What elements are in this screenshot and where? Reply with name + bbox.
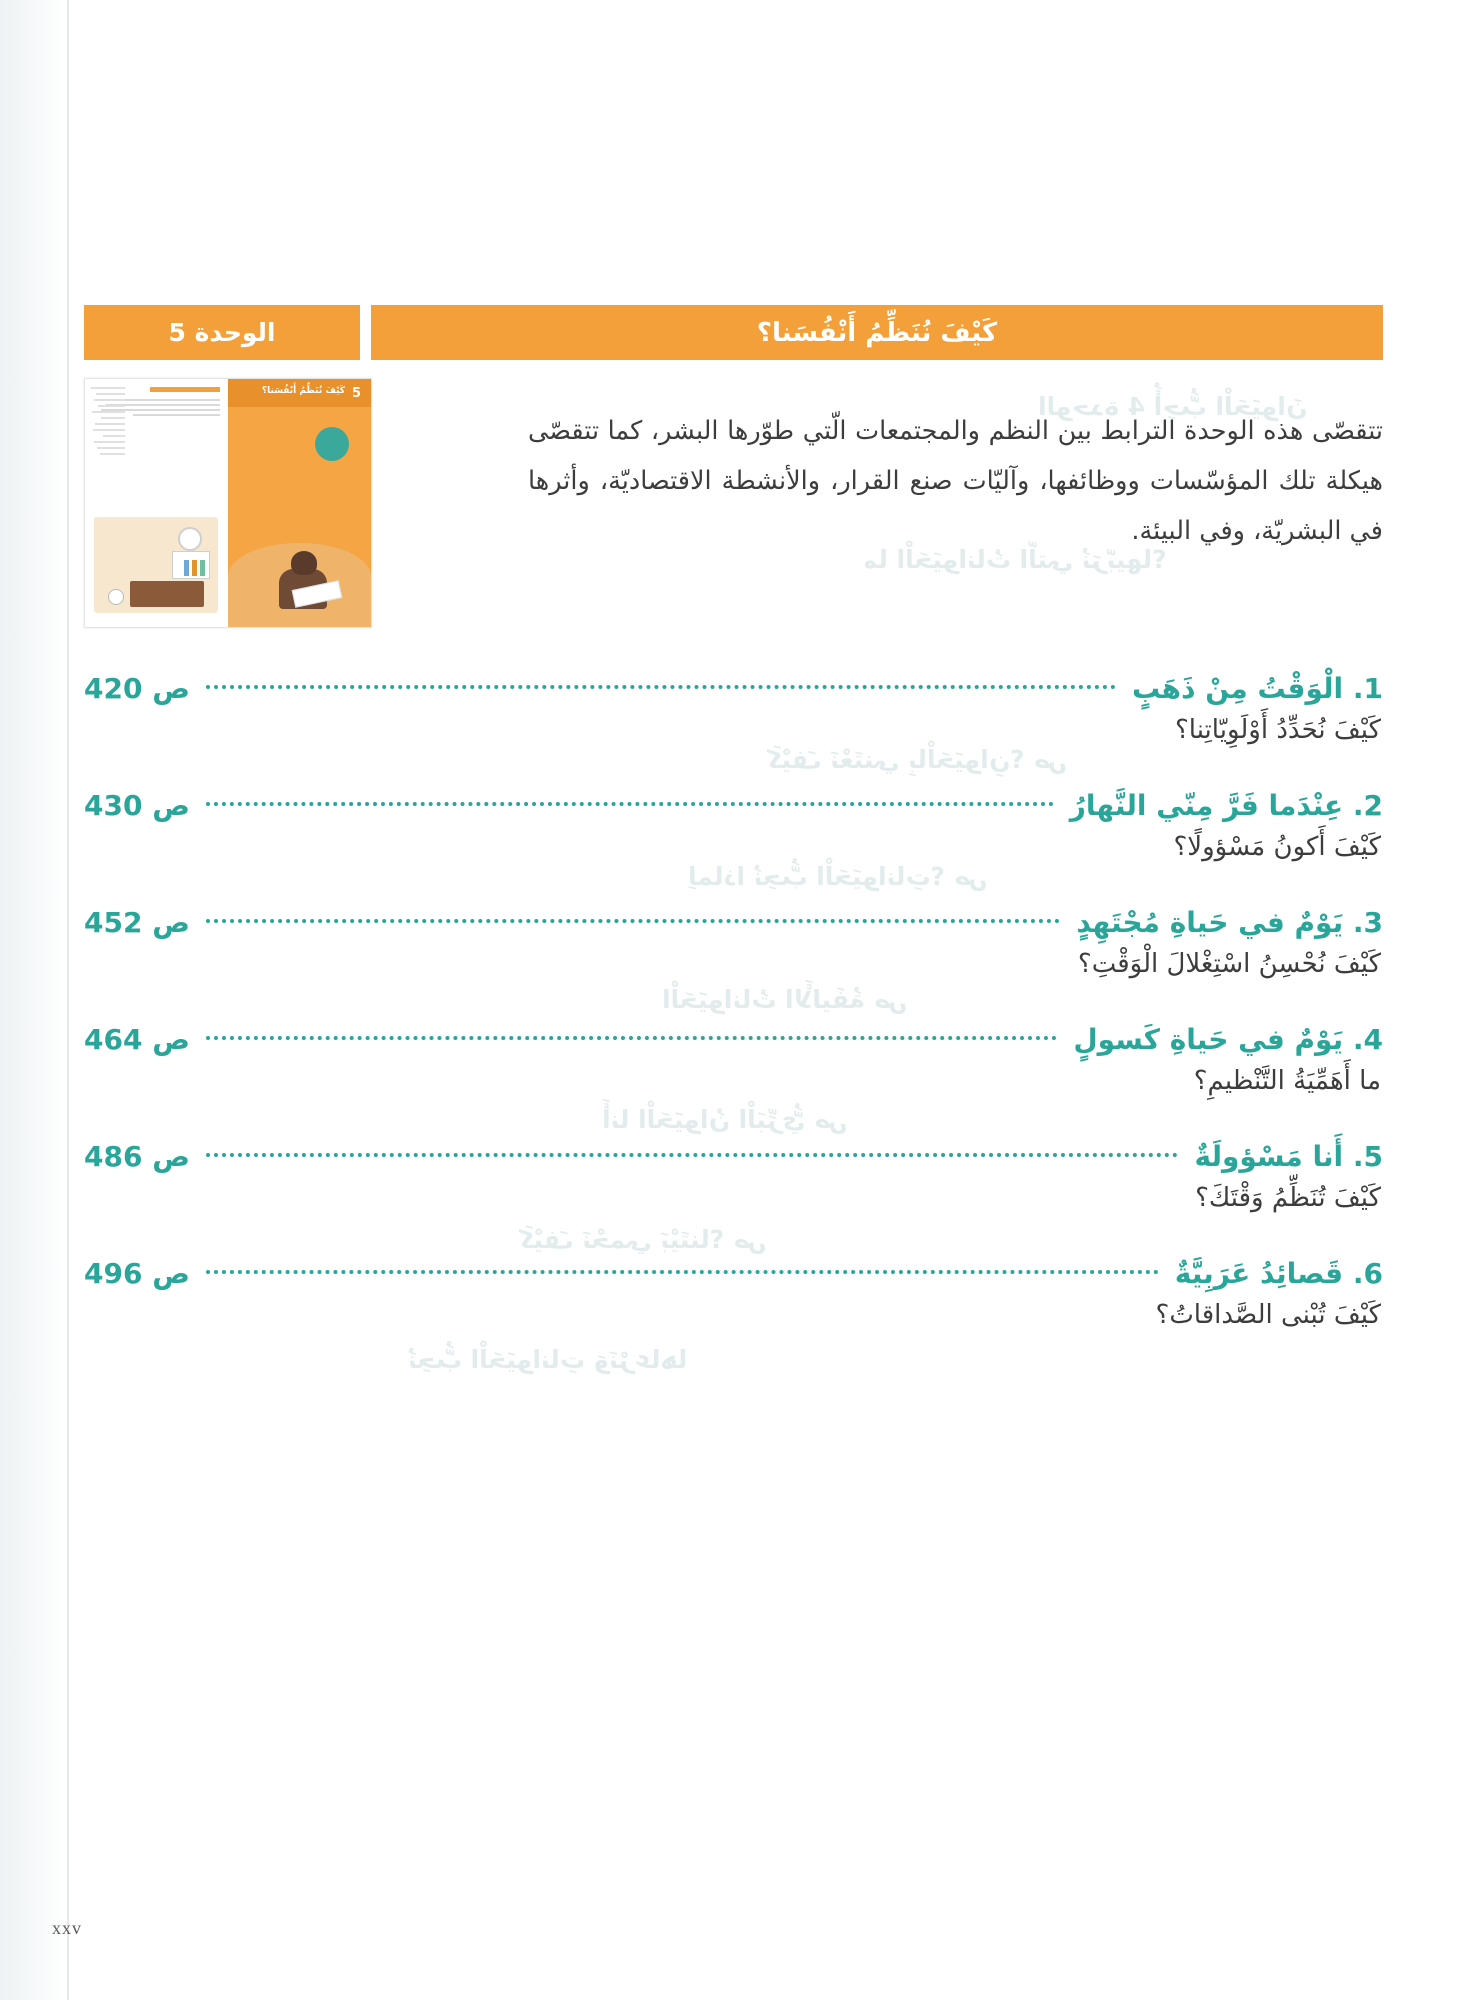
toc-entry-page: ص 486: [84, 1140, 190, 1173]
toc-entry-line: [84, 906, 1383, 939]
toc-entry-subtitle: كَيْفَ تُبْنى الصَّداقاتُ؟: [1155, 1300, 1381, 1330]
toc-entry-subtitle: كَيْفَ أَكونُ مَسْؤولًا؟: [1173, 832, 1381, 862]
thumbnail-side-column: [91, 387, 125, 459]
toc-entry-page: ص 496: [84, 1257, 190, 1290]
toc-entry-title: 1. الْوَقْتُ مِنْ ذَهَبٍ: [1132, 672, 1383, 705]
toc-entry-title: 4. يَوْمٌ في حَياةِ كَسولٍ: [1073, 1023, 1383, 1056]
thumbnail-clock-icon: [178, 527, 202, 551]
ghost-text: الْحَيَواناتُ الأَليفَةُ ص: [661, 985, 907, 1014]
unit-spread-thumbnail: [84, 378, 372, 628]
toc-leader-dots: [206, 1270, 1159, 1274]
thumbnail-cover-title: كَيْفَ نُنَظِّمُ أَنْفُسَنا؟: [261, 386, 345, 396]
thumbnail-bookshelf: [172, 551, 210, 579]
unit-header-band: [84, 305, 1383, 360]
page-number: xxv: [52, 1918, 82, 1938]
toc-leader-dots: [206, 1153, 1179, 1157]
toc-leader-dots: [206, 919, 1061, 923]
ghost-text: نُحِبُّ الْحَيَواناتِ وَنَرْعاها: [407, 1345, 687, 1374]
toc-entry-title: 2. عِنْدَما فَرَّ مِنّي النَّهارُ: [1069, 789, 1383, 822]
ghost-text: ما الْحَيَواناتُ الّتي نُرَبّيها؟: [863, 545, 1167, 574]
unit-number-badge: الوحدة 5: [84, 305, 360, 360]
unit-title: كَيْفَ نُنَظِّمُ أَنْفُسَنا؟: [371, 305, 1383, 360]
toc-leader-dots: [206, 802, 1054, 806]
thumbnail-cover-page: [228, 379, 371, 627]
toc-entry-subtitle: ما أَهَمِّيَةُ التَّنْظيمِ؟: [1193, 1066, 1381, 1096]
unit-description: تتقصّى هذه الوحدة الترابط بين النظم والمجتمعات الّتي طوّرها البشر، كما تتقصّى هيكلة تلك المؤسّسات ووظائفها، وآليّات صنع القرار، والأنشطة الاقتصاديّة، وأثرها في البشريّة، وفي البيئة.: [528, 415, 1383, 546]
toc-entry-line: [84, 1140, 1383, 1173]
toc-entry-page: ص 452: [84, 906, 190, 939]
ghost-text: الوحدة 4 أُحِبُّ الْحَيَوانَ: [1037, 392, 1307, 421]
toc-entry-subtitle: كَيْفَ نُحَدِّدُ أَوْلَوِيّاتِنا؟: [1174, 715, 1381, 745]
toc-entry-line: [84, 789, 1383, 822]
thumbnail-ball: [108, 589, 124, 605]
toc-entry-title: 3. يَوْمٌ في حَياةِ مُجْتَهِدٍ: [1076, 906, 1383, 939]
toc-entry[interactable]: [84, 1257, 1383, 1330]
toc-entry-page: ص 420: [84, 672, 190, 705]
ghost-text: أَنا الْحَيَوانُ الْبَرِّيُّ ص: [601, 1105, 847, 1134]
thumbnail-child-head: [291, 551, 317, 575]
toc-entry-line: [84, 1257, 1383, 1290]
table-of-contents: [84, 672, 1383, 1374]
toc-entry[interactable]: [84, 1023, 1383, 1096]
toc-entry[interactable]: [84, 789, 1383, 862]
toc-entry-line: [84, 1023, 1383, 1056]
toc-entry-title: 6. قَصائِدُ عَرَبِيَّةٌ: [1174, 1257, 1383, 1290]
toc-leader-dots: [206, 1036, 1057, 1040]
thumbnail-badge-circle: [315, 427, 349, 461]
thumbnail-unit-number: 5: [351, 386, 361, 401]
toc-entry[interactable]: [84, 906, 1383, 979]
thumbnail-illustration: [94, 517, 218, 613]
ghost-text: لِماذا نُحِبُّ الْحَيَواناتِ؟ ص: [687, 862, 987, 891]
toc-entry-page: ص 464: [84, 1023, 190, 1056]
toc-entry-line: [84, 672, 1383, 705]
thumbnail-text-page: [85, 379, 228, 627]
ghost-text: كَيْفَ نَحْمي بَيْتَنا؟ ص: [519, 1225, 767, 1254]
ghost-text: كَيْفَ نَعْتَني بِالْحَيَوانِ؟ ص: [767, 745, 1067, 774]
toc-entry-title: 5. أَنا مَسْؤولَةٌ: [1194, 1140, 1383, 1173]
thumbnail-desk: [130, 581, 204, 607]
thumbnail-heading-bar: [150, 387, 220, 392]
toc-entry-page: ص 430: [84, 789, 190, 822]
toc-entry-subtitle: كَيْفَ نُحْسِنُ اسْتِغْلالَ الْوَقْتِ؟: [1077, 949, 1381, 979]
toc-entry[interactable]: [84, 1140, 1383, 1213]
toc-entry[interactable]: [84, 672, 1383, 745]
toc-leader-dots: [206, 685, 1116, 689]
toc-entry-subtitle: كَيْفَ تُنَظِّمُ وَقْتَكَ؟: [1195, 1183, 1381, 1213]
